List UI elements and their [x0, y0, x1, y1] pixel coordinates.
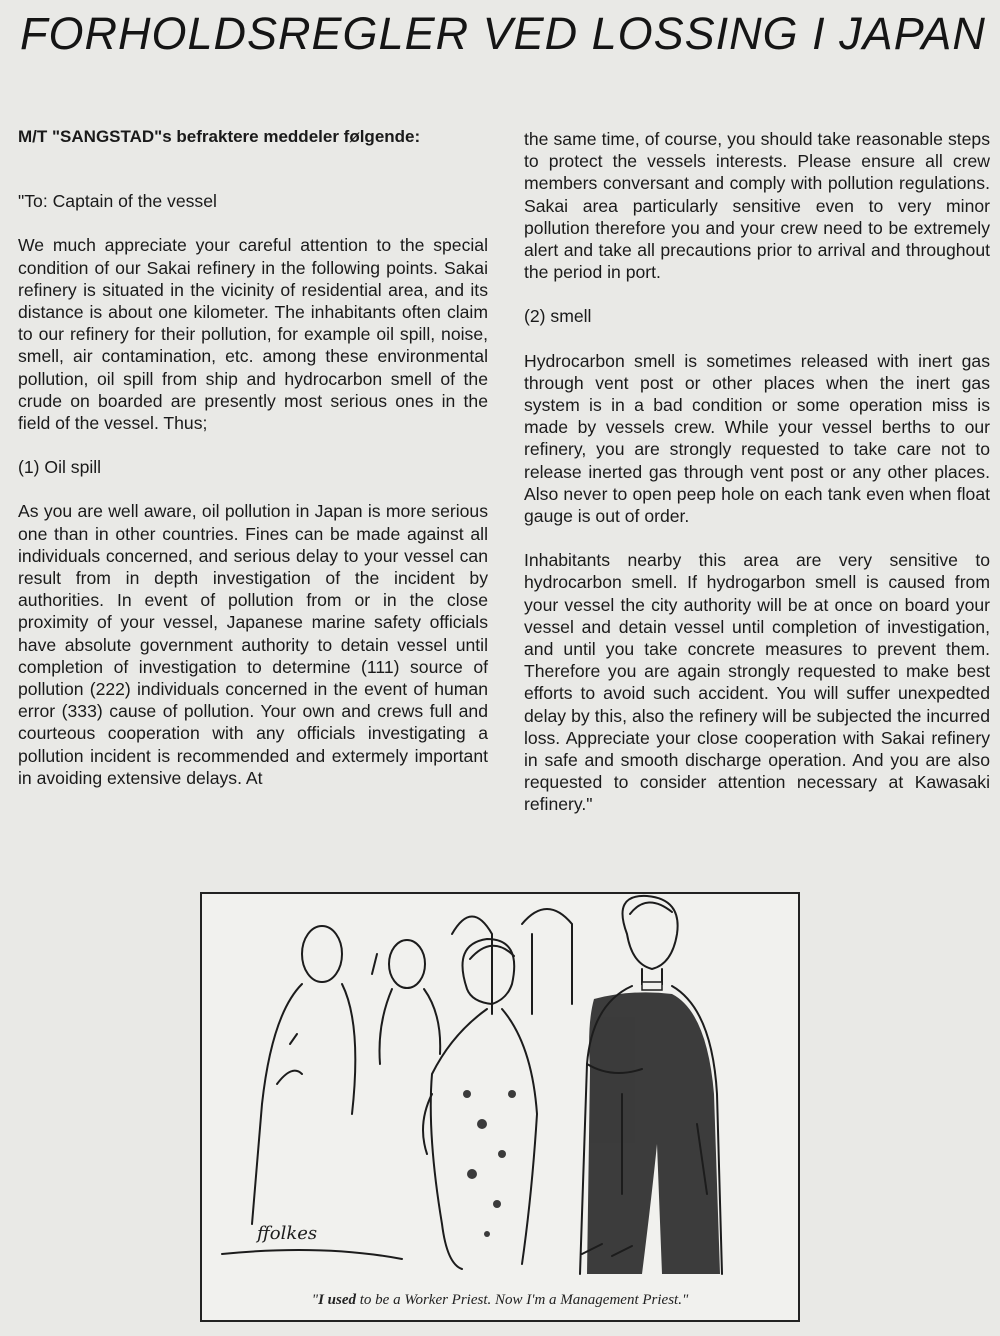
left-column: [18, 126, 488, 789]
cartoon-frame: [200, 892, 800, 1322]
section-heading-oil-spill: (1) Oil spill: [18, 457, 102, 478]
smell-paragraph-second: Inhabitants nearby this area are very sensitive to hydrocarbon smell. If hydrogarbon smell is caused from your vessel the city authority will be at once on board your vessel and detain vessel until completion of investigation, and until you take concrete measures to prevent them. Therefore you are again strongly requested to make best efforts to avoid such accident. You will suffer unexpedted delay by this, also the refinery will be subjected the incurred loss. Appreciate your close cooperation with Sakai refinery in safe and smooth discharge operation. And you are also requested to consider attention necessary at Kawasaki refinery.": [524, 550, 990, 815]
cartoonist-signature: ffolkes: [257, 1223, 318, 1244]
page-title: FORHOLDSREGLER VED LOSSING I JAPAN: [20, 8, 986, 59]
letter-intro-paragraph: We much appreciate your careful attention to the special condition of our Sakai refinery in the following points. Sakai refinery is situated in the vicinity of residential area, and its distance is about one kilometer. The inhabitants often claim to our refinery for their pollution, for example oil spill, noise, smell, air contamination, etc. among these environmental pollution, oil spill from ship and hydrocarbon smell of the crude on boarded are presently most serious ones in the field of the vessel. Thus;: [18, 235, 488, 434]
smell-paragraph: Hydrocarbon smell is sometimes released with inert gas through vent post or other places when the inert gas system is in a bad condition or some operation miss is made by vessels crew. While your vessel berths to our refinery, you are strongly requested to take care not to release inerted gas through vent post or any other places. Also never to open peep hole on each tank even when float gauge is out of order.: [524, 350, 990, 527]
letter-salutation: "To: Captain of the vessel: [18, 191, 217, 212]
article-subtitle: M/T "SANGSTAD"s befraktere meddeler følgende:: [18, 127, 421, 146]
cartoon-illustration: [202, 894, 798, 1284]
caption-emphasis: I used: [318, 1292, 356, 1308]
section-heading-smell: (2) smell: [524, 306, 592, 327]
oil-spill-paragraph: As you are well aware, oil pollution in Japan is more serious one than in other countries. Fines can be made against all individuals concerned, and serious delay to your vessel can result from in depth investigation of the incident by authorities. In event of pollution from or in the close proximity of your vessel, Japanese marine safety officials have absolute government authority to detain vessel until completion of investigation to determine (111) source of pollution (222) individuals concerned in the event of human error (333) cause of pollution. Your own and crews full and courteous cooperation with any officials investigating a pollution incident is recommended and extermely important in avoiding extensive delays. At: [18, 501, 488, 788]
caption-text: to be a Worker Priest. Now I'm a Management Priest.": [356, 1292, 689, 1308]
caption-quote-open: ": [311, 1292, 319, 1308]
cartoon-caption: [202, 1292, 798, 1309]
right-column: [524, 128, 990, 816]
oil-spill-paragraph-continued: the same time, of course, you should take reasonable steps to protect the vessels interests. Please ensure all crew members conversant and comply with pollution regulations. Sakai area particularly sensitive even to very minor pollution therefore you and your crew need to be extremely alert and take all precautions prior to arrival and throughout the period in port.: [524, 129, 990, 283]
